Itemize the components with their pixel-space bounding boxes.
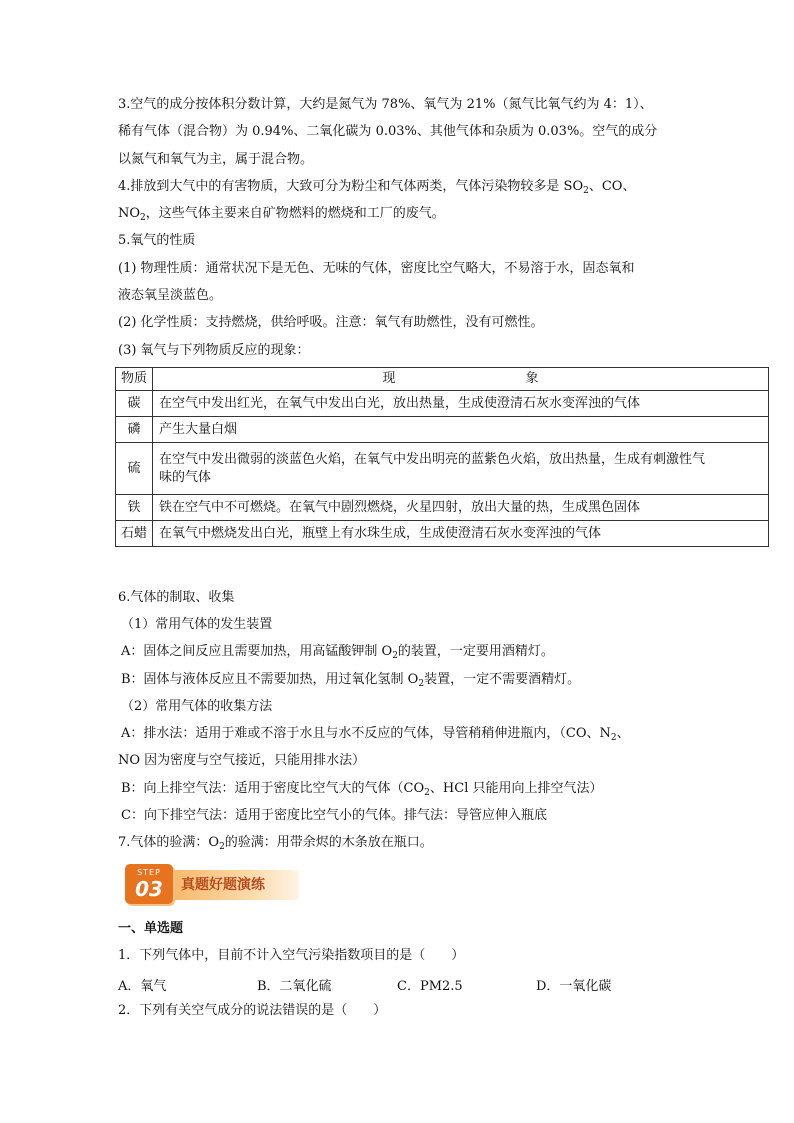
substance-cell: 碳: [116, 391, 153, 417]
p4-text: ，这些气体主要来自矿物燃料的燃烧和工厂的废气。: [145, 206, 445, 221]
subscript: 2: [610, 733, 617, 743]
table-row: [116, 391, 769, 417]
phenomenon-line-2: 味的气体: [159, 469, 212, 485]
p6-b1: [121, 671, 580, 689]
question-1-stem: 1．下列气体中，目前不计入空气污染指数项目的是（ ）: [118, 948, 465, 963]
phenomenon-cell: 在氧气中燃烧发出白光，瓶壁上有水珠生成，生成使澄清石灰水变浑浊的气体: [153, 521, 769, 547]
step-banner: [125, 864, 300, 904]
p7-text: 的验满：用带余烬的木条放在瓶口。: [224, 835, 433, 850]
subscript: 2: [583, 186, 589, 196]
p4-line-1: [118, 178, 635, 196]
p6-a1: [121, 643, 554, 661]
table-row: [116, 495, 769, 521]
p6-b2: [121, 780, 602, 798]
substance-cell: 硫: [116, 443, 153, 495]
p6-a2: [121, 725, 630, 743]
p4-text: NO: [118, 206, 141, 221]
p3-line-2: 稀有气体（混合物）为 0.94%、二氧化碳为 0.03%、其他气体和杂质为 0.03%。空气的成分: [118, 124, 658, 139]
table-row: [116, 521, 769, 547]
step-word: STEP: [137, 868, 161, 877]
p6-text: A：固体之间反应且需要加热，用高锰酸钾制 O: [121, 644, 393, 659]
section-title: 一、单选题: [118, 921, 184, 936]
header-phenomenon: [153, 368, 769, 391]
p6-text: 、HCl 只能用向上排空气法）: [429, 781, 603, 796]
subscript: 2: [140, 213, 146, 223]
p7-line: [118, 834, 433, 852]
question-1-option-c: C．PM2.5: [397, 979, 463, 994]
p4-line-2: [118, 205, 445, 223]
p3-line-1: 3.空气的成分按体积分数计算，大约是氮气为 78%、氧气为 21%（氮气比氧气约为 4：1）、: [118, 97, 653, 112]
p5-physical-2: 液态氧呈淡蓝色。: [118, 288, 223, 303]
p5-physical-1: (1) 物理性质：通常状况下是无色、无味的气体，密度比空气略大，不易溶于水，固态氧和: [118, 261, 635, 276]
table-row: [116, 417, 769, 443]
p6-text: B：向上排空气法：适用于密度比空气大的气体（CO: [121, 781, 425, 796]
step-number: 03: [135, 877, 163, 901]
subscript: 2: [392, 651, 398, 661]
p6-text: 装置，一定不需要酒精灯。: [424, 672, 581, 687]
header-phenomenon-a: 现: [382, 371, 396, 386]
header-substance: 物质: [116, 368, 153, 391]
p6-sub-2: （2）常用气体的收集方法: [121, 699, 273, 714]
subscript: 2: [424, 788, 430, 798]
table-header-row: [116, 368, 769, 391]
p5-reaction-intro: (3) 氧气与下列物质反应的现象：: [118, 343, 310, 358]
p6-title: 6.气体的制取、收集: [118, 590, 235, 605]
p4-text: 4.排放到大气中的有害物质，大致可分为粉尘和气体两类，气体污染物较多是 SO: [118, 179, 584, 194]
substance-cell: 磷: [116, 417, 153, 443]
p5-chemical: (2) 化学性质：支持燃烧，供给呼吸。注意：氧气有助燃性，没有可燃性。: [118, 315, 544, 330]
question-1-option-d: D．一氧化碳: [536, 979, 612, 994]
phenomenon-cell: 在空气中发出红光，在氧气中发出白光，放出热量，生成使澄清石灰水变浑浊的气体: [153, 391, 769, 417]
p6-sub-1: （1）常用气体的发生装置: [121, 617, 273, 632]
reaction-table: [115, 367, 769, 547]
phenomenon-cell: [153, 443, 769, 495]
p6-text: 的装置，一定要用酒精灯。: [397, 644, 554, 659]
question-1-option-a: A．氧气: [118, 979, 167, 994]
step-badge: [125, 864, 173, 904]
subscript: 2: [219, 842, 225, 852]
p4-text: 、CO、: [588, 179, 636, 194]
p6-c2: C：向下排空气法：适用于密度比空气小的气体。排气法：导管应伸入瓶底: [121, 808, 547, 823]
phenomenon-cell: 铁在空气中不可燃烧。在氧气中剧烈燃烧，火星四射，放出大量的热，生成黑色固体: [153, 495, 769, 521]
phenomenon-cell: 产生大量白烟: [153, 417, 769, 443]
p6-a2-line-2: NO 因为密度与空气接近，只能用排水法）: [118, 753, 366, 768]
phenomenon-line-1: 在空气中发出微弱的淡蓝色火焰，在氧气中发出明亮的蓝紫色火焰，放出热量，生成有刺激性气: [159, 451, 706, 467]
p5-title: 5.氧气的性质: [118, 233, 196, 248]
substance-cell: 石蜡: [116, 521, 153, 547]
table-row: [116, 443, 769, 495]
p6-text: B：固体与液体反应且不需要加热，用过氧化氢制 O: [121, 672, 419, 687]
p6-text: 、: [616, 726, 630, 741]
header-phenomenon-b: 象: [525, 371, 539, 386]
question-2-stem: 2．下列有关空气成分的说法错误的是（ ）: [118, 1003, 387, 1018]
substance-cell: 铁: [116, 495, 153, 521]
subscript: 2: [418, 679, 425, 689]
step-title: 真题好题演练: [181, 877, 265, 893]
p6-text: A：排水法：适用于难或不溶于水且与水不反应的气体，导管稍稍伸进瓶内，（CO、N: [121, 726, 611, 741]
question-1-option-b: B．二氧化硫: [257, 979, 332, 994]
p3-line-3: 以氮气和氧气为主，属于混合物。: [118, 152, 314, 167]
p7-text: 7.气体的验满：O: [118, 835, 220, 850]
